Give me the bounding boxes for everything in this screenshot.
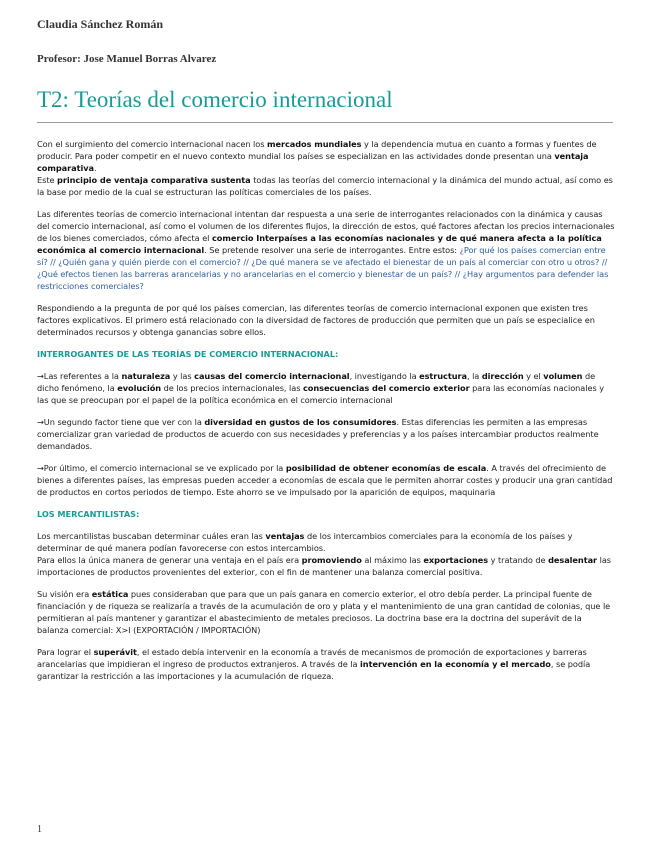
paragraph-scale: [37, 462, 615, 498]
text-span: al máximo las: [361, 555, 424, 565]
text-span: todas las teorías del comercio internacional y la dinámica del mundo actual, así como es la base por medio de la cual se estructuran las políticas comerciales de los países.: [37, 175, 613, 197]
bold-term: estructura: [419, 371, 467, 381]
text-span: . Se pretende resolver una serie de interrogantes. Entre estos:: [204, 245, 460, 255]
text-span: y las: [170, 371, 195, 381]
bold-term: principio de ventaja comparativa sustenta: [57, 175, 251, 185]
section-heading-mercantilistas: LOS MERCANTILISTAS:: [37, 509, 140, 519]
questions-text: ¿Por qué los países comercian entre sí? // ¿Quién gana y quién pierde con el comercio? // ¿De qué manera se ve afectado el bienestar de un país al comerciar con otro u otros? // ¿Qué efectos tienen las barreras arancelarias y no arancelarias en el comercio y bienestar de un país? // ¿Hay argumentos para defender las restricciones comerciales?: [37, 245, 609, 291]
text-span: para las economías nacionales y las que se preocupan por el papel de la política económica en el comercio internacional: [37, 383, 605, 405]
text-span: de los precios internacionales, las: [161, 383, 303, 393]
page-title: T2: Teorías del comercio internacional: [37, 87, 393, 112]
bold-term: mercados mundiales: [267, 139, 362, 149]
text-span: y el: [523, 371, 544, 381]
text-span: y tratando de: [488, 555, 549, 565]
section-heading-interrogantes: INTERROGANTES DE LAS TEORÍAS DE COMERCIO INTERNACIONAL:: [37, 349, 339, 359]
text-span: Las diferentes teorías de comercio internacional intentan dar respuesta a una serie de interrogantes relacionados con la dinámica y causas del comercio internacional, así como el volumen de los diferentes flujos, la dirección de estos, qué factores afectan los precios internacionales de los bienes comerciados, cómo afecta el: [37, 209, 615, 243]
text-span: →Las referentes a la: [37, 371, 122, 381]
bold-term: ventaja comparativa: [37, 151, 589, 173]
bold-term: estática: [91, 589, 129, 599]
bold-term: exportaciones: [423, 555, 489, 565]
bold-term: comercio Interpaíses a las economías nacionales y de qué manera afecta a la política económica al comercio internacional: [37, 233, 602, 255]
paragraph-surplus: [37, 646, 615, 682]
paragraph-consumers: [37, 416, 615, 452]
text-span: , investigando la: [349, 371, 420, 381]
text-span: pues consideraban que para que un país ganara en comercio exterior, el otro debía perder. La principal fuente de financiación y de riqueza se realizaría a través de la acumulación de oro y plata y el mantenimiento de una gran cantidad de colonias, que le permitieran al país mantener y garantizar el abastecimiento de metales preciosos. La doctrina base era la doctrina del superávit de la balanza comercial: X>I (EXPORTACIÓN / IMPORTACIÓN): [37, 589, 611, 635]
paragraph-theories: [37, 208, 615, 292]
text-span: . Estas diferencias les permiten a las empresas comercializar gran variedad de productos de acuerdo con sus necesidades y preferencias y a los países intercambiar productos realmente demandados.: [37, 417, 599, 451]
text-span: →Un segundo factor tiene que ver con la: [37, 417, 205, 427]
text-span: , la: [466, 371, 482, 381]
text-span: Su visión era: [37, 589, 92, 599]
bold-term: promoviendo: [301, 555, 362, 565]
text-span: Los mercantilistas buscaban determinar cuáles eran las: [37, 531, 266, 541]
paragraph-nature: [37, 370, 615, 406]
text-span: de los intercambios comerciales para la economía de los países y determinar de qué manera podían favorecerse con estos intercambios.: [37, 531, 573, 553]
bold-term: diversidad en gustos de los consumidores: [204, 417, 397, 427]
bold-term: volumen: [543, 371, 583, 381]
text-span: y la dependencia mutua en cuanto a formas y fuentes de producir. Para poder competir en el nuevo contexto mundial los países se especializan en las actividades donde presentan una: [37, 139, 597, 161]
author-name: Claudia Sánchez Román: [37, 17, 164, 31]
bold-term: ventajas: [265, 531, 305, 541]
bold-term: desalentar: [548, 555, 598, 565]
title-divider: [37, 122, 613, 123]
bold-term: causas del comercio internacional: [194, 371, 350, 381]
page-number: 1: [37, 824, 42, 835]
text-span: , se podía garantizar la restricción a las importaciones y la acumulación de riqueza.: [37, 659, 591, 681]
paragraph-static-vision: [37, 588, 615, 636]
text-span: →Por último, el comercio internacional se ve explicado por la: [37, 463, 286, 473]
paragraph-intro: [37, 138, 615, 198]
text-span: Para lograr el: [37, 647, 94, 657]
bold-term: naturaleza: [121, 371, 171, 381]
text-span: . A través del ofrecimiento de bienes a diferentes países, las empresas pueden acceder a economías de escala que le permiten ahorrar costes y producir una gran cantidad de productos en cortos periodos de tiempo. Este ahorro se ve impulsado por la aparición de equipos, maquinaria: [37, 463, 613, 497]
bold-term: superávit: [93, 647, 137, 657]
text-span: las importaciones de productos provenientes del exterior, con el fin de mantener una balanza comercial positiva.: [37, 555, 612, 577]
text-span: Respondiendo a la pregunta de por qué los países comercian, las diferentes teorías de comercio internacional exponen que existen tres factores explicativos. El primero está relacionado con la diversidad de factores de producción que permiten que un país se especialice en determinados recursos y obtenga ganancias sobre ellos.: [37, 303, 595, 337]
professor-name: Profesor: Jose Manuel Borras Alvarez: [37, 53, 217, 65]
bold-term: consecuencias del comercio exterior: [303, 383, 470, 393]
text-span: Este: [37, 175, 58, 185]
text-span: Con el surgimiento del comercio internacional nacen los: [37, 139, 267, 149]
bold-term: posibilidad de obtener economías de escala: [285, 463, 487, 473]
text-span: de dicho fenómeno, la: [37, 371, 596, 393]
text-span: Para ellos la única manera de generar una ventaja en el país era: [37, 555, 302, 565]
bold-term: intervención en la economía y el mercado: [360, 659, 551, 669]
text-span: , el estado debía intervenir en la economía a través de mecanismos de promoción de exportaciones y barreras arancelarias que impidieran el ingreso de productos extranjeros. A través de la: [37, 647, 587, 669]
bold-term: evolución: [117, 383, 162, 393]
document-body: [37, 138, 615, 692]
bold-term: dirección: [481, 371, 524, 381]
paragraph-factors: [37, 302, 615, 338]
text-span: .: [94, 163, 97, 173]
paragraph-mercantilists: [37, 530, 615, 578]
